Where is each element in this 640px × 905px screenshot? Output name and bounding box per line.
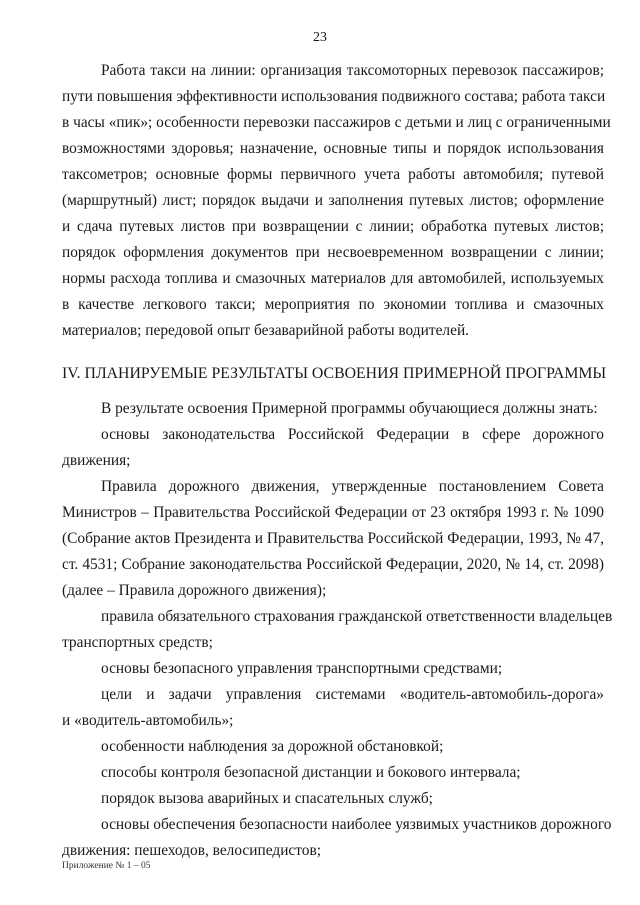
paragraph-line: Министров – Правительства Российской Федерации от 23 октября 1993 г. № 1090	[62, 504, 604, 521]
paragraph-line: движения;	[62, 452, 131, 469]
paragraph-line: транспортных средств;	[62, 634, 213, 651]
paragraph-line: таксометров; основные формы первичного учета работы автомобиля; путевой	[62, 166, 604, 183]
paragraph-line: материалов; передовой опыт безаварийной работы водителей.	[62, 322, 470, 339]
paragraph-line: и «водитель-автомобиль»;	[62, 712, 234, 729]
paragraph-line: основы обеспечения безопасности наиболее уязвимых участников дорожного	[101, 816, 612, 833]
page-number: 23	[313, 30, 327, 45]
section-heading: IV. ПЛАНИРУЕМЫЕ РЕЗУЛЬТАТЫ ОСВОЕНИЯ ПРИМЕРНОЙ ПРОГРАММЫ	[62, 365, 607, 382]
paragraph-line: порядок вызова аварийных и спасательных служб;	[101, 790, 433, 807]
paragraph-line: движения: пешеходов, велосипедистов;	[62, 842, 322, 859]
paragraph-line: пути повышения эффективности использования подвижного состава; работа такси	[62, 88, 606, 105]
paragraph-line: цели и задачи управления системами «водитель-автомобиль-дорога»	[101, 686, 604, 703]
paragraph-line: в качестве легкового такси; мероприятия по экономии топлива и смазочных	[62, 296, 604, 313]
paragraph-line: (Собрание актов Президента и Правительства Российской Федерации, 1993, № 47,	[62, 530, 604, 547]
paragraph-line: особенности наблюдения за дорожной обстановкой;	[101, 738, 444, 755]
paragraph-line: основы законодательства Российской Федерации в сфере дорожного	[101, 426, 604, 443]
paragraph-line: Правила дорожного движения, утвержденные постановлением Совета	[101, 478, 604, 495]
paragraph-line: возможностями здоровья; назначение, основные типы и порядок использования	[62, 140, 604, 157]
footer-note: Приложение № 1 – 05	[62, 861, 151, 871]
paragraph-line: ст. 4531; Собрание законодательства Российской Федерации, 2020, № 14, ст. 2098)	[62, 556, 604, 573]
paragraph-line: правила обязательного страхования гражданской ответственности владельцев	[101, 608, 613, 625]
paragraph-line: Работа такси на линии: организация таксомоторных перевозок пассажиров;	[101, 62, 604, 79]
paragraph-line: (далее – Правила дорожного движения);	[62, 582, 327, 599]
paragraph-line: (маршрутный) лист; порядок выдачи и заполнения путевых листов; оформление	[62, 192, 604, 209]
paragraph-line: основы безопасного управления транспортными средствами;	[101, 660, 503, 677]
paragraph-line: нормы расхода топлива и смазочных материалов для автомобилей, используемых	[62, 270, 604, 287]
paragraph-line: В результате освоения Примерной программы обучающиеся должны знать:	[101, 400, 598, 417]
paragraph-line: порядок оформления документов при несвоевременном возвращении с линии;	[62, 244, 604, 261]
paragraph-line: и сдача путевых листов при возвращении с линии; обработка путевых листов;	[62, 218, 604, 235]
paragraph-line: в часы «пик»; особенности перевозки пассажиров с детьми и лиц с ограниченными	[62, 114, 611, 131]
paragraph-line: способы контроля безопасной дистанции и бокового интервала;	[101, 764, 521, 781]
